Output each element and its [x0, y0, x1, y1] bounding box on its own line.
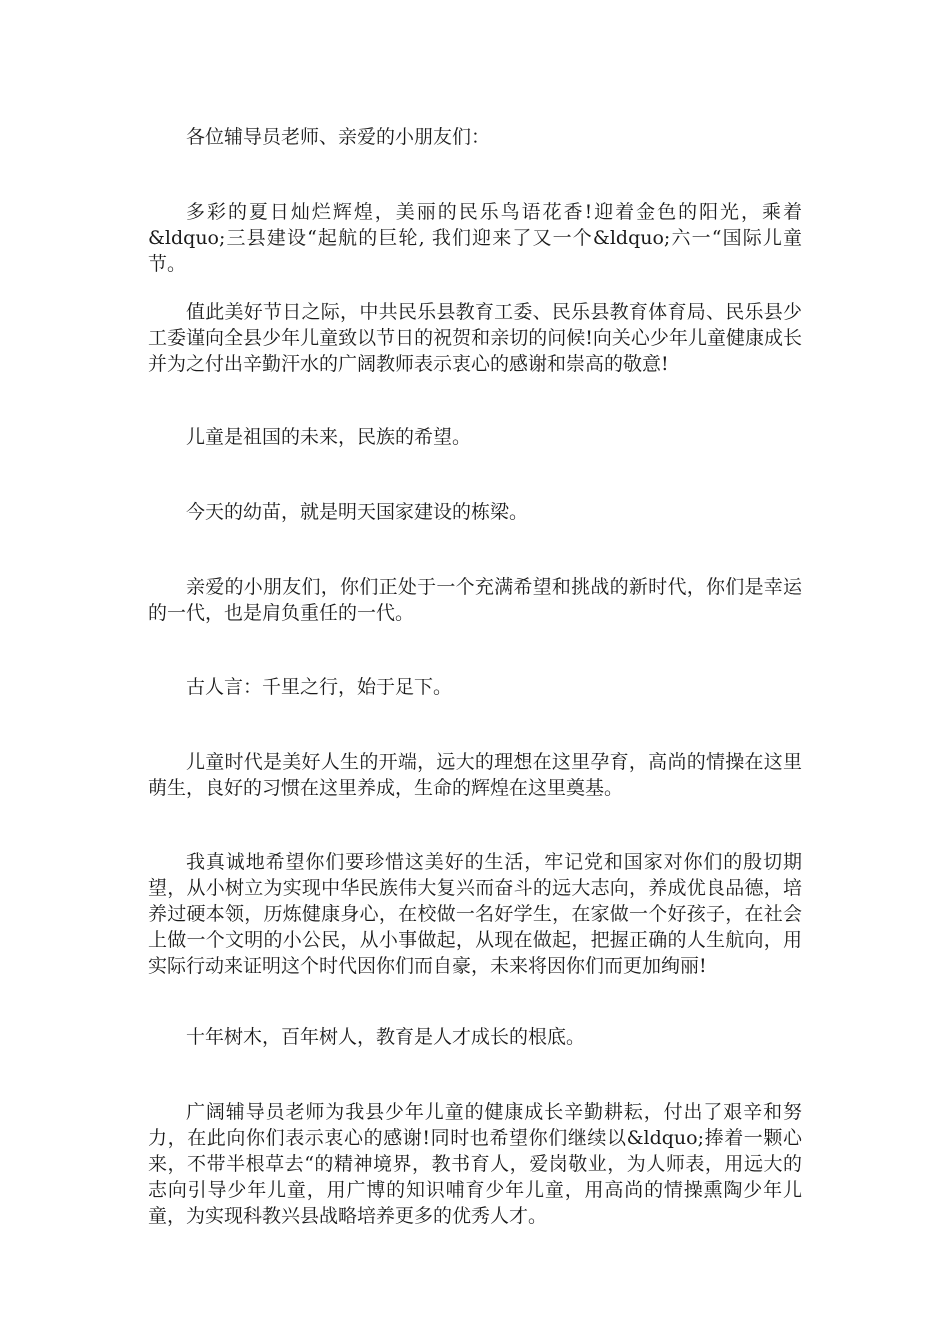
paragraph-proverb: 古人言：千里之行，始于足下。: [186, 676, 453, 698]
paragraph-future: 儿童是祖国的未来，民族的希望。: [186, 426, 472, 448]
paragraph-hopes: 我真诚地希望你们要珍惜这美好的生活，牢记党和国家对你们的殷切期望，从小树立为实现中华民族伟大复兴而奋斗的远大志向，养成优良品德，培养过硬本领，历炼健康身心，在校做一名好学生，在家做一个好孩子，在社会上做一个文明的小公民，从小事做起，从现在做起，把握正确的人生航向，用实际行动来证明这个时代因你们而自豪，未来将因你们而更加绚丽!: [148, 851, 802, 977]
paragraph-teachers: 广阔辅导员老师为我县少年儿童的健康成长辛勤耕耘，付出了艰辛和努力，在此向你们表示衷心的感谢!同时也希望你们继续以&ldquo;捧着一颗心来，不带半根草去“的精神境界，教书育人，爱岗敬业，为人师表，用远大的志向引导少年儿童，用广博的知识哺育少年儿童，用高尚的情操熏陶少年儿童，为实现科教兴县战略培养更多的优秀人才。: [148, 1101, 802, 1227]
paragraph-seedlings: 今天的幼苗，就是明天国家建设的栋梁。: [186, 501, 529, 523]
paragraph-greeting: 各位辅导员老师、亲爱的小朋友们：: [186, 126, 491, 148]
paragraph-summer: 多彩的夏日灿烂辉煌，美丽的民乐鸟语花香!迎着金色的阳光，乘着&ldquo;三县建设“起航的巨轮, 我们迎来了又一个&ldquo;六一“国际儿童节。: [148, 201, 802, 275]
paragraph-childhood: 儿童时代是美好人生的开端，远大的理想在这里孕育，高尚的情操在这里萌生，良好的习惯在这里养成，生命的辉煌在这里奠基。: [148, 751, 802, 799]
paragraph-congratulations: 值此美好节日之际，中共民乐县教育工委、民乐县教育体育局、民乐县少工委谨向全县少年儿童致以节日的祝贺和亲切的问候!向关心少年儿童健康成长并为之付出辛勤汗水的广阔教师表示衷心的感谢和崇高的敬意!: [148, 301, 802, 375]
paragraph-new-era: 亲爱的小朋友们，你们正处于一个充满希望和挑战的新时代，你们是幸运的一代，也是肩负重任的一代。: [148, 576, 802, 624]
paragraph-education: 十年树木，百年树人，教育是人才成长的根底。: [186, 1026, 586, 1048]
